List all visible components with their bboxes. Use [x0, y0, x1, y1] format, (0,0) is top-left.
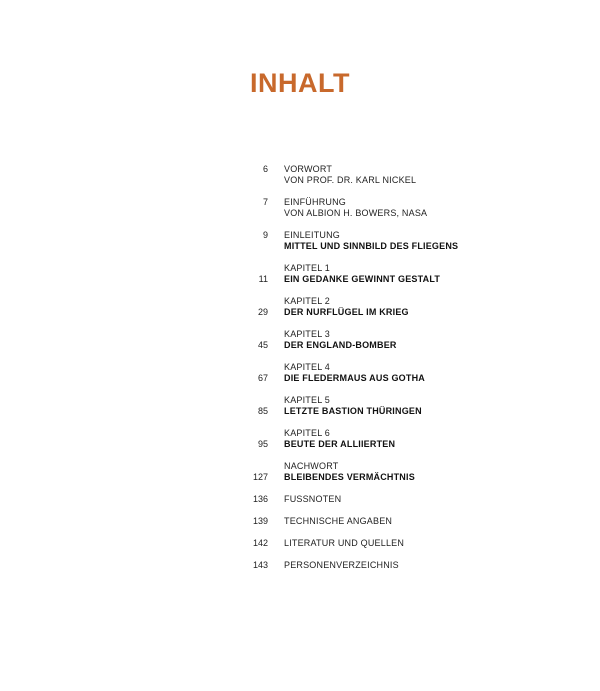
toc-entry-title: LETZTE BASTION THÜRINGEN [284, 406, 422, 416]
toc-entry-title: DER ENGLAND-BOMBER [284, 340, 397, 350]
toc-entry-author: VON PROF. DR. KARL NICKEL [284, 175, 417, 185]
toc-page-number: 7 [262, 197, 268, 207]
toc-page-number: 142 [252, 538, 268, 548]
toc-entry-personenverzeichnis [0, 560, 600, 571]
toc-page-number: 9 [262, 230, 268, 240]
toc-entry-title: DER NURFLÜGEL IM KRIEG [284, 307, 409, 317]
toc-entry-label: KAPITEL 1 [284, 263, 330, 273]
toc-entry-literatur [0, 538, 600, 549]
toc-page-number: 127 [252, 472, 268, 482]
toc-entry-technische-angaben [0, 516, 600, 527]
toc-entry-label: NACHWORT [284, 461, 339, 471]
toc-entry-vorwort [0, 164, 600, 186]
toc-entry-title: BEUTE DER ALLIIERTEN [284, 439, 396, 449]
toc-entry-label: KAPITEL 5 [284, 395, 330, 405]
toc-page-number: 85 [257, 406, 268, 416]
page-title: INHALT [250, 68, 350, 98]
toc-page-number: 11 [258, 274, 268, 284]
toc-entry-label: LITERATUR UND QUELLEN [284, 538, 405, 548]
toc-entry-label: EINFÜHRUNG [284, 197, 346, 207]
toc-entry-title: DIE FLEDERMAUS AUS GOTHA [284, 373, 425, 383]
toc-entry-kapitel-1 [0, 263, 600, 285]
toc-entry-fussnoten [0, 494, 600, 505]
toc-page-number: 67 [257, 373, 268, 383]
toc-page-number: 45 [257, 340, 268, 350]
toc-entry-kapitel-2 [0, 296, 600, 318]
toc-entry-label: FUSSNOTEN [284, 494, 342, 504]
toc-entry-einfuehrung [0, 197, 600, 219]
toc-entry-label: PERSONENVERZEICHNIS [284, 560, 399, 570]
toc-entry-kapitel-3 [0, 329, 600, 351]
toc-page-number: 6 [262, 164, 268, 174]
toc-entry-nachwort [0, 461, 600, 483]
toc-page-number: 136 [252, 494, 268, 504]
toc-page-number: 95 [257, 439, 268, 449]
toc-entry-kapitel-6 [0, 428, 600, 450]
toc-entry-title: BLEIBENDES VERMÄCHTNIS [284, 472, 415, 482]
toc-entry-label: EINLEITUNG [284, 230, 341, 240]
toc-entry-label: VORWORT [284, 164, 333, 174]
toc-entry-author: VON ALBION H. BOWERS, NASA [284, 208, 428, 218]
toc-page-number: 143 [252, 560, 268, 570]
toc-entry-title: MITTEL UND SINNBILD DES FLIEGENS [284, 241, 459, 251]
toc-entry-label: KAPITEL 6 [284, 428, 330, 438]
toc-entry-kapitel-5 [0, 395, 600, 417]
toc-page-number: 139 [252, 516, 268, 526]
toc-entry-label: KAPITEL 4 [284, 362, 330, 372]
toc-entry-einleitung [0, 230, 600, 252]
toc-entry-kapitel-4 [0, 362, 600, 384]
toc-entry-title: EIN GEDANKE GEWINNT GESTALT [284, 274, 441, 284]
toc-entry-label: KAPITEL 3 [284, 329, 330, 339]
toc-entry-label: TECHNISCHE ANGABEN [284, 516, 393, 526]
toc-entry-label: KAPITEL 2 [284, 296, 330, 306]
toc-page-number: 29 [257, 307, 268, 317]
